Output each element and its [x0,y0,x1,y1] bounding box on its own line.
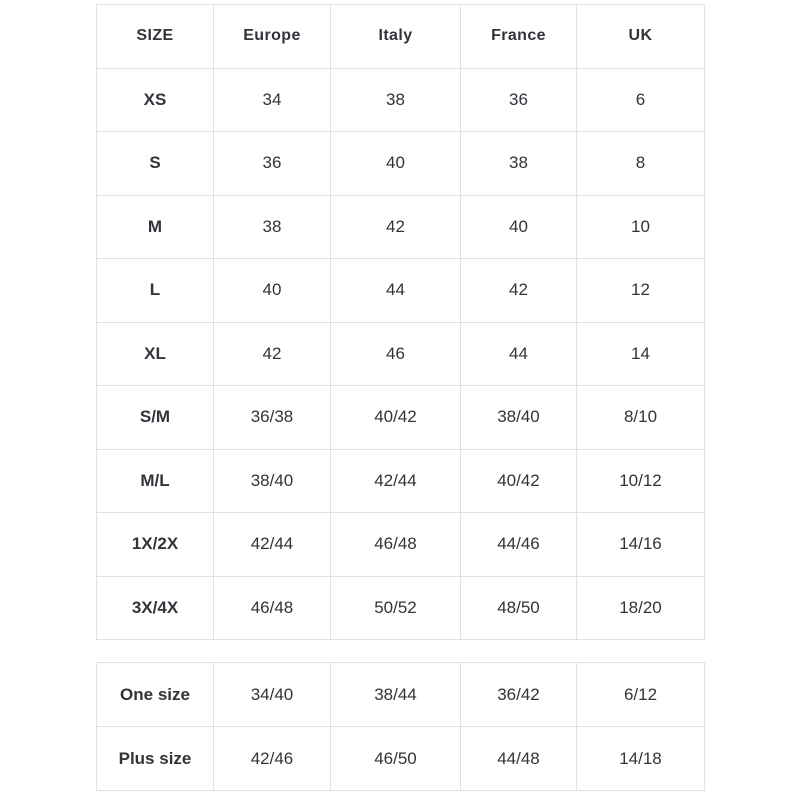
cell-italy: 38 [331,68,461,132]
cell-france: 44 [461,322,577,386]
column-header-size: SIZE [97,5,214,69]
column-header-italy: Italy [331,5,461,69]
row-label: 1X/2X [97,513,214,577]
cell-italy: 40/42 [331,386,461,450]
column-header-europe: Europe [214,5,331,69]
cell-europe: 36 [214,132,331,196]
cell-italy: 40 [331,132,461,196]
column-header-france: France [461,5,577,69]
cell-france: 40 [461,195,577,259]
table-row [97,132,705,196]
cell-uk: 10/12 [577,449,705,513]
cell-italy: 42/44 [331,449,461,513]
row-label: S/M [97,386,214,450]
table-body [97,68,705,640]
table-row [97,195,705,259]
row-label: S [97,132,214,196]
cell-france: 44/48 [461,727,577,791]
row-label: One size [97,663,214,727]
one-size-table-container [96,662,704,791]
cell-italy: 46/50 [331,727,461,791]
row-label: 3X/4X [97,576,214,640]
row-label: L [97,259,214,323]
cell-uk: 8 [577,132,705,196]
cell-italy: 50/52 [331,576,461,640]
cell-europe: 38 [214,195,331,259]
row-label: M [97,195,214,259]
size-conversion-table-container [96,4,704,640]
table-body [97,663,705,791]
table-header [97,5,705,69]
row-label: M/L [97,449,214,513]
table-row [97,449,705,513]
cell-europe: 34 [214,68,331,132]
table-header-row [97,5,705,69]
cell-uk: 14/16 [577,513,705,577]
cell-europe: 34/40 [214,663,331,727]
cell-italy: 46/48 [331,513,461,577]
row-label: XS [97,68,214,132]
cell-europe: 42 [214,322,331,386]
table-row [97,663,705,727]
cell-france: 40/42 [461,449,577,513]
cell-france: 38/40 [461,386,577,450]
table-row [97,576,705,640]
cell-france: 48/50 [461,576,577,640]
table-row [97,727,705,791]
cell-uk: 14/18 [577,727,705,791]
cell-europe: 38/40 [214,449,331,513]
cell-uk: 8/10 [577,386,705,450]
cell-france: 44/46 [461,513,577,577]
table-row [97,322,705,386]
cell-uk: 12 [577,259,705,323]
cell-uk: 14 [577,322,705,386]
cell-uk: 18/20 [577,576,705,640]
row-label: Plus size [97,727,214,791]
cell-europe: 46/48 [214,576,331,640]
cell-france: 38 [461,132,577,196]
cell-uk: 6 [577,68,705,132]
cell-europe: 40 [214,259,331,323]
table-row [97,386,705,450]
cell-italy: 42 [331,195,461,259]
column-header-uk: UK [577,5,705,69]
cell-europe: 36/38 [214,386,331,450]
table-row [97,259,705,323]
cell-europe: 42/44 [214,513,331,577]
cell-italy: 38/44 [331,663,461,727]
cell-france: 42 [461,259,577,323]
cell-france: 36/42 [461,663,577,727]
cell-italy: 44 [331,259,461,323]
size-conversion-table [96,4,705,640]
cell-europe: 42/46 [214,727,331,791]
cell-uk: 10 [577,195,705,259]
cell-uk: 6/12 [577,663,705,727]
table-row [97,68,705,132]
one-size-table [96,662,705,791]
table-row [97,513,705,577]
row-label: XL [97,322,214,386]
cell-france: 36 [461,68,577,132]
cell-italy: 46 [331,322,461,386]
